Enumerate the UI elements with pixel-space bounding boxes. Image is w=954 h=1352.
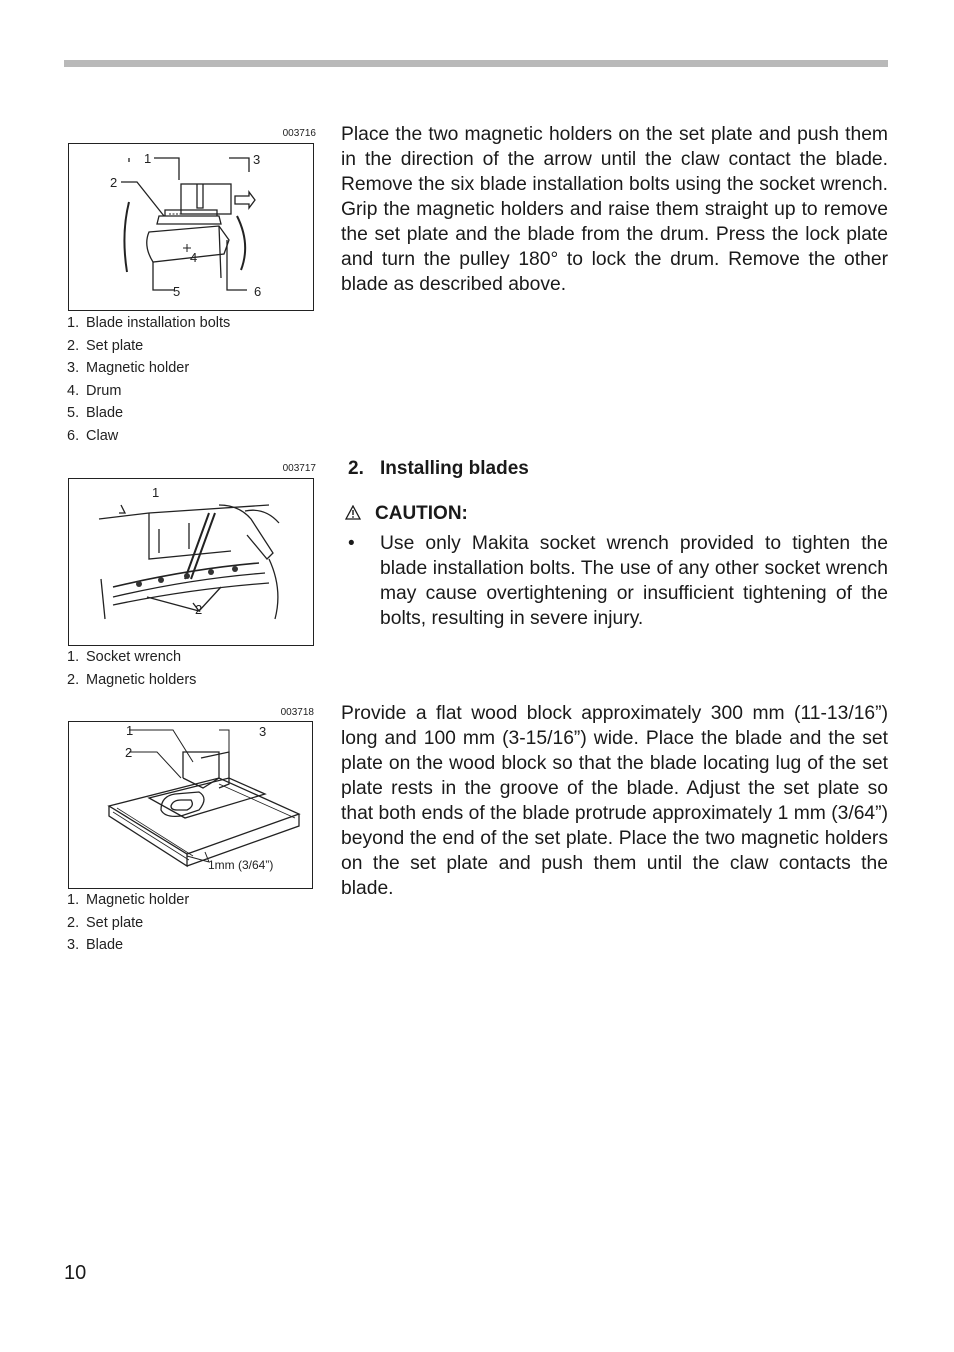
figure-code-3: 003718	[280, 707, 314, 718]
legend-item: 4. Drum	[67, 382, 122, 399]
figure-3-callout-3: 3	[259, 724, 267, 739]
legend-item: 1. Socket wrench	[67, 649, 182, 665]
figure-1-legend	[67, 312, 230, 448]
caution-text: Use only Makita socket wrench provided to tighten the blade installation bolts. The use of any other socket wrench may cause overtightening or insufficient tightening of the bolts, resulting in severe injury.	[380, 533, 888, 629]
legend-item: 1. Magnetic holder	[67, 892, 190, 908]
figure-1-callout-4: 4	[190, 250, 198, 265]
figure-blade-removal-drawing	[69, 144, 315, 312]
figure-1-callout-3: 3	[253, 152, 261, 167]
figure-3-callout-1: 1	[126, 723, 134, 738]
figure-1-callout-1: 1	[144, 151, 152, 166]
legend-item: 2. Set plate	[67, 914, 144, 931]
page-number: 10	[64, 1262, 87, 1284]
legend-item: 3. Magnetic holder	[67, 360, 190, 377]
header-rule	[64, 60, 888, 67]
figure-1-callout-6: 6	[254, 284, 262, 299]
legend-item: 2. Set plate	[67, 337, 144, 354]
section-heading	[348, 458, 529, 480]
removal-paragraph: Place the two magnetic holders on the set plate and push them in the direction of the arrow until the claw contact the blade. Remove the six blade installation bolts using the socket wrench. Grip the magnetic holders and raise them straight up to remove the set plate and the blade from the drum. Press the lock plate and turn the pulley 180° to lock the drum. Remove the other blade as described above.	[341, 124, 888, 295]
figure-code-2: 003717	[282, 463, 316, 474]
figure-wood-block	[68, 721, 313, 889]
caution-heading	[345, 503, 468, 526]
figure-3-dimension: 1mm (3/64”)	[208, 858, 274, 872]
warning-triangle-icon	[345, 504, 361, 526]
legend-item: 1. Blade installation bolts	[67, 315, 231, 331]
section-title: Installing blades	[380, 458, 529, 479]
legend-item: 5. Blade	[67, 405, 124, 422]
section-number: 2.	[348, 458, 364, 479]
figure-code-1: 003716	[282, 128, 316, 139]
figure-2-legend	[67, 646, 196, 691]
figure-1-callout-5: 5	[173, 284, 181, 299]
legend-item: 3. Blade	[67, 937, 124, 954]
figure-socket-wrench-drawing	[69, 479, 315, 647]
figure-2-callout-2: 2	[195, 602, 203, 617]
figure-1-callout-2: 2	[110, 175, 118, 190]
bullet-mark: •	[348, 533, 355, 554]
figure-3-legend	[67, 889, 189, 957]
legend-item: 6. Claw	[67, 427, 119, 444]
figure-wood-block-drawing	[69, 722, 314, 890]
caution-label: CAUTION:	[375, 503, 468, 524]
figure-2-callout-1: 1	[152, 485, 160, 500]
figure-blade-removal	[68, 143, 314, 311]
legend-item: 2. Magnetic holders	[67, 671, 197, 688]
figure-3-callout-2: 2	[125, 745, 133, 760]
figure-socket-wrench	[68, 478, 314, 646]
wood-block-paragraph: Provide a flat wood block approximately 300 mm (11-13/16”) long and 100 mm (3-15/16”) wide. Place the blade and the set plate on the wood block so that the blade locating lug of the set plate rests in the groove of the blade. Adjust the set plate so that both ends of the blade protrude approximately 1 mm (3/64”) beyond the end of the set plate. Place the two magnetic holders on the set plate and push them until the claw contacts the blade.	[341, 703, 888, 899]
